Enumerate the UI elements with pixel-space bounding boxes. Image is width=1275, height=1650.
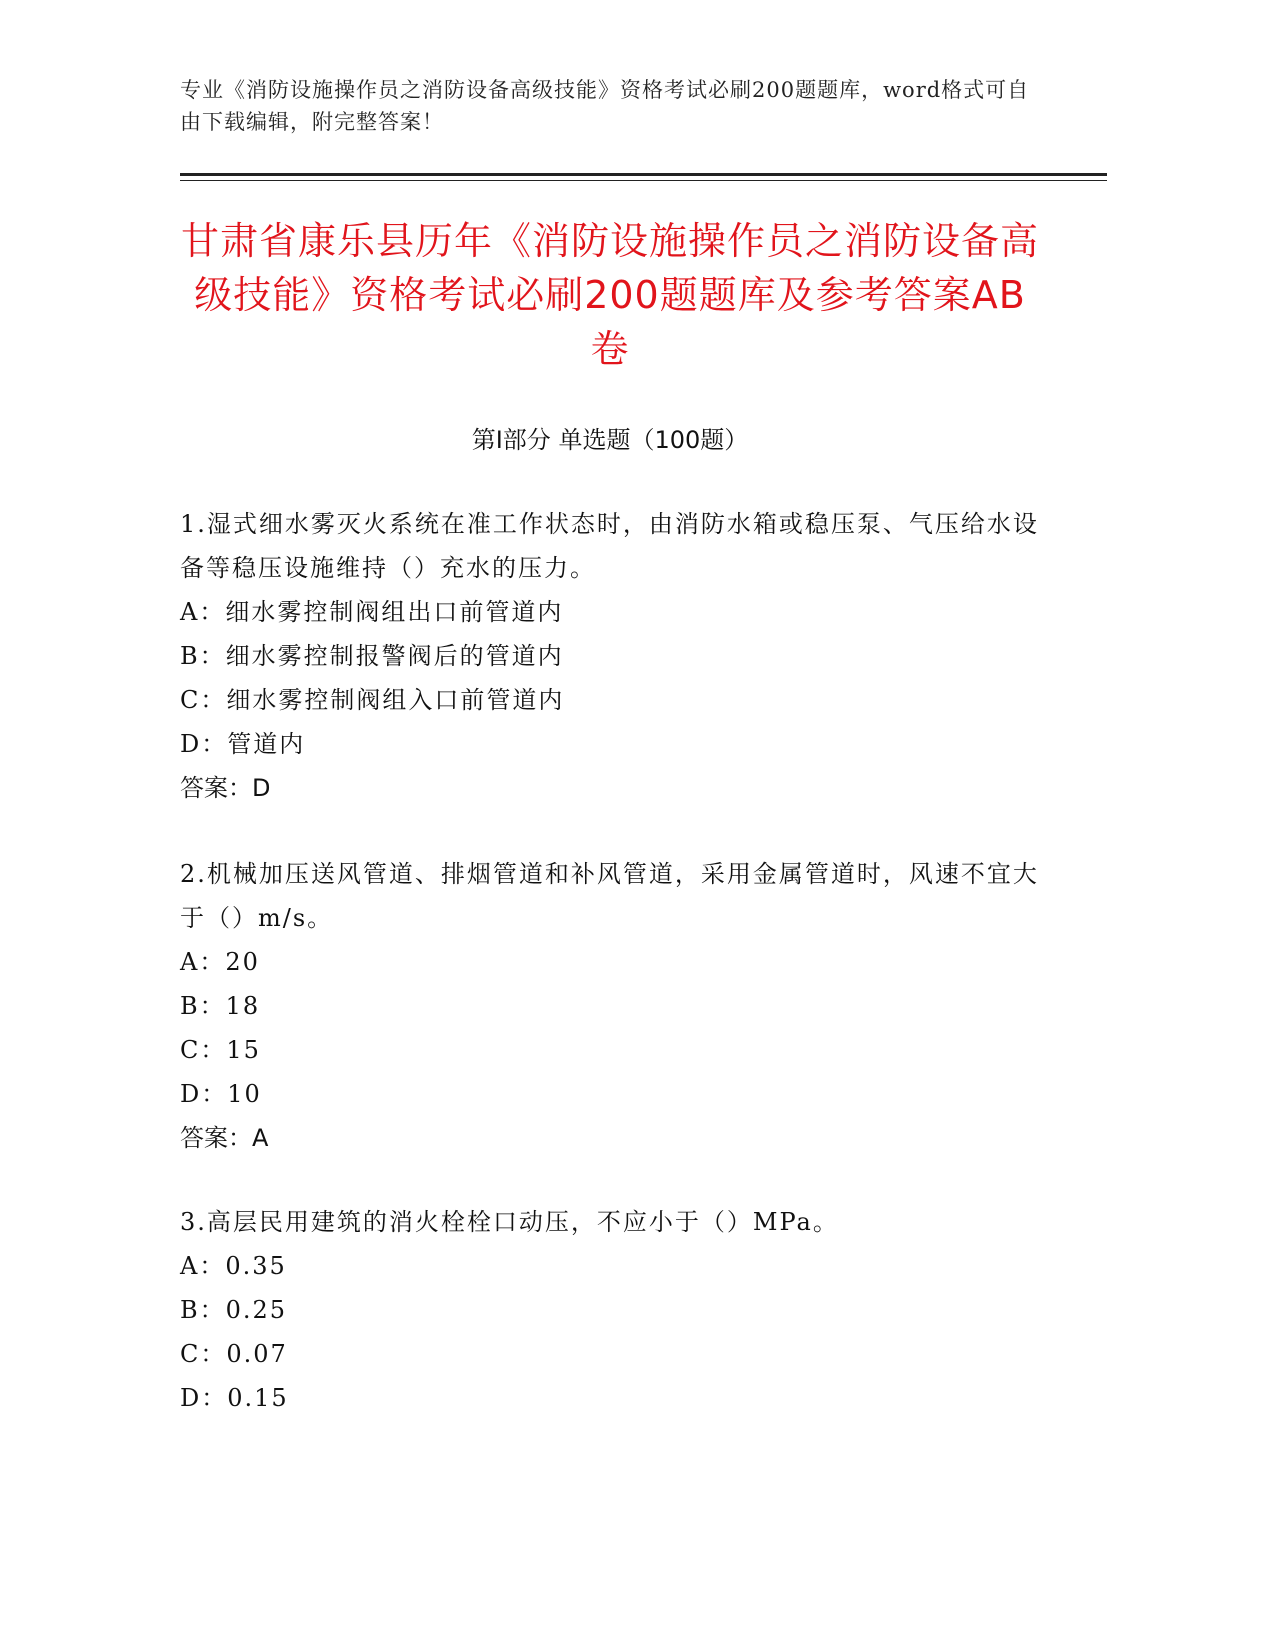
header-divider-thick [180,173,1107,176]
option-c: C：15 [180,1036,261,1064]
question-stem: 1.湿式细水雾灭火系统在准工作状态时，由消防水箱或稳压泵、气压给水设备等稳压设施维持（）充水的压力。 [180,510,1039,582]
option-d: D：管道内 [180,730,306,758]
option-b: B：18 [180,992,261,1020]
option-d: D：0.15 [180,1384,289,1412]
header-note: 专业《消防设施操作员之消防设备高级技能》资格考试必刷200题题库，word格式可自由下载编辑，附完整答案！ [180,78,1030,134]
option-c: C：细水雾控制阀组入口前管道内 [180,686,565,714]
option-a: A：细水雾控制阀组出口前管道内 [180,598,564,626]
option-c: C：0.07 [180,1340,288,1368]
option-b: B：0.25 [180,1296,288,1324]
header-divider-thin [180,180,1107,181]
section-heading: 第Ⅰ部分 单选题（100题） [471,426,749,454]
answer: 答案：D [180,774,271,802]
option-b: B：细水雾控制报警阀后的管道内 [180,642,564,670]
question-stem: 2.机械加压送风管道、排烟管道和补风管道，采用金属管道时，风速不宜大于（）m/s。 [180,860,1039,932]
option-a: A：20 [180,948,260,976]
question-stem: 3.高层民用建筑的消火栓栓口动压，不应小于（）MPa。 [180,1208,839,1236]
question-2 [180,852,1040,1160]
question-1 [180,502,1040,810]
question-3 [180,1200,1040,1420]
option-d: D：10 [180,1080,262,1108]
answer: 答案：A [180,1124,269,1152]
option-a: A：0.35 [180,1252,287,1280]
document-title: 甘肃省康乐县历年《消防设施操作员之消防设备高级技能》资格考试必刷200题题库及参考答案AB卷 [180,219,1039,371]
